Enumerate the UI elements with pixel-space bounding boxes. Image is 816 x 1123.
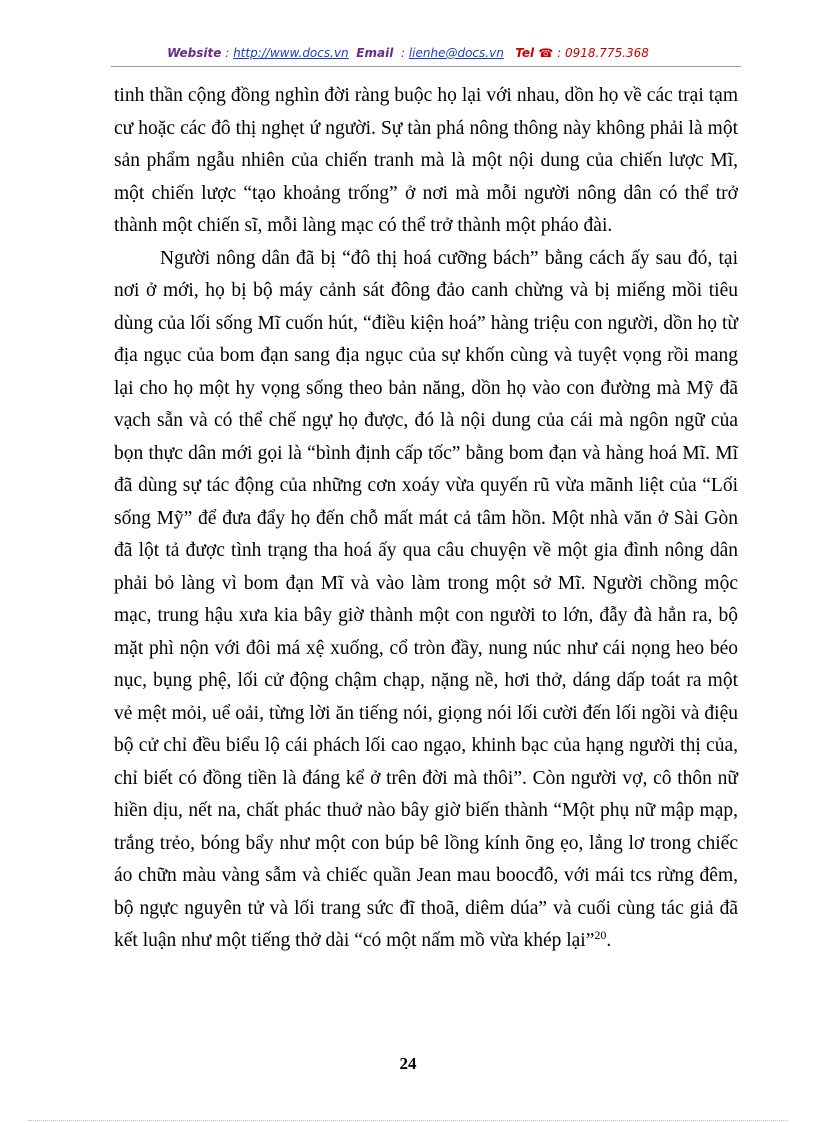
paragraph-end-punct: . [606, 930, 612, 951]
website-label: Website [167, 46, 222, 60]
paragraph-1: tinh thần cộng đồng nghìn đời ràng buộc họ lại với nhau, dồn họ về các trại tạm cư hoặc các đô thị nghẹt ứ người. Sự tàn phá nông thông này không phải là một sản phẩm ngẫu nhiên của chiến tranh mà là một nội dung của chiến lược Mĩ, một chiến lược “tạo khoảng trống” ở nơi mà mỗi người nông dân có thể trở thành một chiến sĩ, mỗi làng mạc có thể trở thành một pháo đài. [114, 85, 738, 236]
footer-divider [28, 1120, 788, 1121]
page-number: 24 [399, 1054, 417, 1073]
website-link[interactable]: http://www.docs.vn [233, 46, 349, 60]
header-divider [111, 66, 741, 67]
page-header: Website : http://www.docs.vn Email : lienhe@docs.vn Tel ☎ : 0918.775.368 [167, 46, 649, 60]
document-body [114, 80, 738, 958]
email-link[interactable]: lienhe@docs.vn [408, 46, 504, 60]
footnote-reference[interactable]: 20 [594, 928, 607, 942]
phone-number: 0918.775.368 [564, 46, 649, 60]
paragraph-2 [114, 243, 738, 958]
paragraph-2-text: Người nông dân đã bị “đô thị hoá cưỡng bách” bằng cách ấy sau đó, tại nơi ở mới, họ bị bộ máy cảnh sát đông đảo canh chừng và bị miếng mồi tiêu dùng của lối sống Mĩ cuốn hút, “điều kiện hoá” hàng triệu con người, dồn họ từ địa ngục của bom đạn sang địa ngục của sự khốn cùng và tuyệt vọng rồi mang lại cho họ một hy vọng sống theo bản năng, dồn họ vào con đường mà Mỹ đã vạch sẵn và có thể chế ngự họ được, đó là nội dung của cái mà ngôn ngữ của bọn thực dân mới gọi là “bình định cấp tốc” bằng bom đạn và hàng hoá Mĩ. Mĩ đã dùng sự tác động của những cơn xoáy vừa quyến rũ vừa mãnh liệt của “Lối sống Mỹ” để đưa đẩy họ đến chỗ mất mát cả tâm hồn. Một nhà văn ở Sài Gòn đã lột tả được tình trạng tha hoá ấy qua câu chuyện về một gia đình nông dân phải bỏ làng vì bom đạn Mĩ và vào làm trong một sở Mĩ. Người chồng mộc mạc, trung hậu xưa kia bây giờ thành một con người to lớn, đẫy đà hẳn ra, bộ mặt phì nộn với đôi má xệ xuống, cổ tròn đầy, nung núc như cái nọng heo béo nục, bụng phệ, lối cử động chậm chạp, nặng nề, hơi thở, dáng dấp toát ra một vẻ mệt mỏi, uể oải, từng lời ăn tiếng nói, giọng nói lối cười đến lối ngồi và điệu bộ cử chỉ đều biểu lộ cái phách lối cao ngạo, khinh bạc của hạng người thị của, chỉ biết có đồng tiền là đáng kể ở trên đời mà thôi”. Còn người vợ, cô thôn nữ hiền dịu, nết na, chất phác thuở nào bây giờ biến thành “Một phụ nữ mập mạp, trắng trẻo, bóng bẩy như một con búp bê lồng kính õng ẹo, lẳng lơ trong chiếc áo chữn màu vàng sẫm và chiếc quần Jean mau boocđô, với mái tcs rừng đêm, bộ ngực nguyên tử và lối trang sức đĩ thoã, diêm dúa” và cuối cùng tác giả đã kết luận như một tiếng thở dài “có một nấm mồ vừa khép lại” [114, 247, 738, 951]
tel-label: Tel ☎ [515, 46, 554, 60]
email-label: Email [356, 46, 394, 60]
